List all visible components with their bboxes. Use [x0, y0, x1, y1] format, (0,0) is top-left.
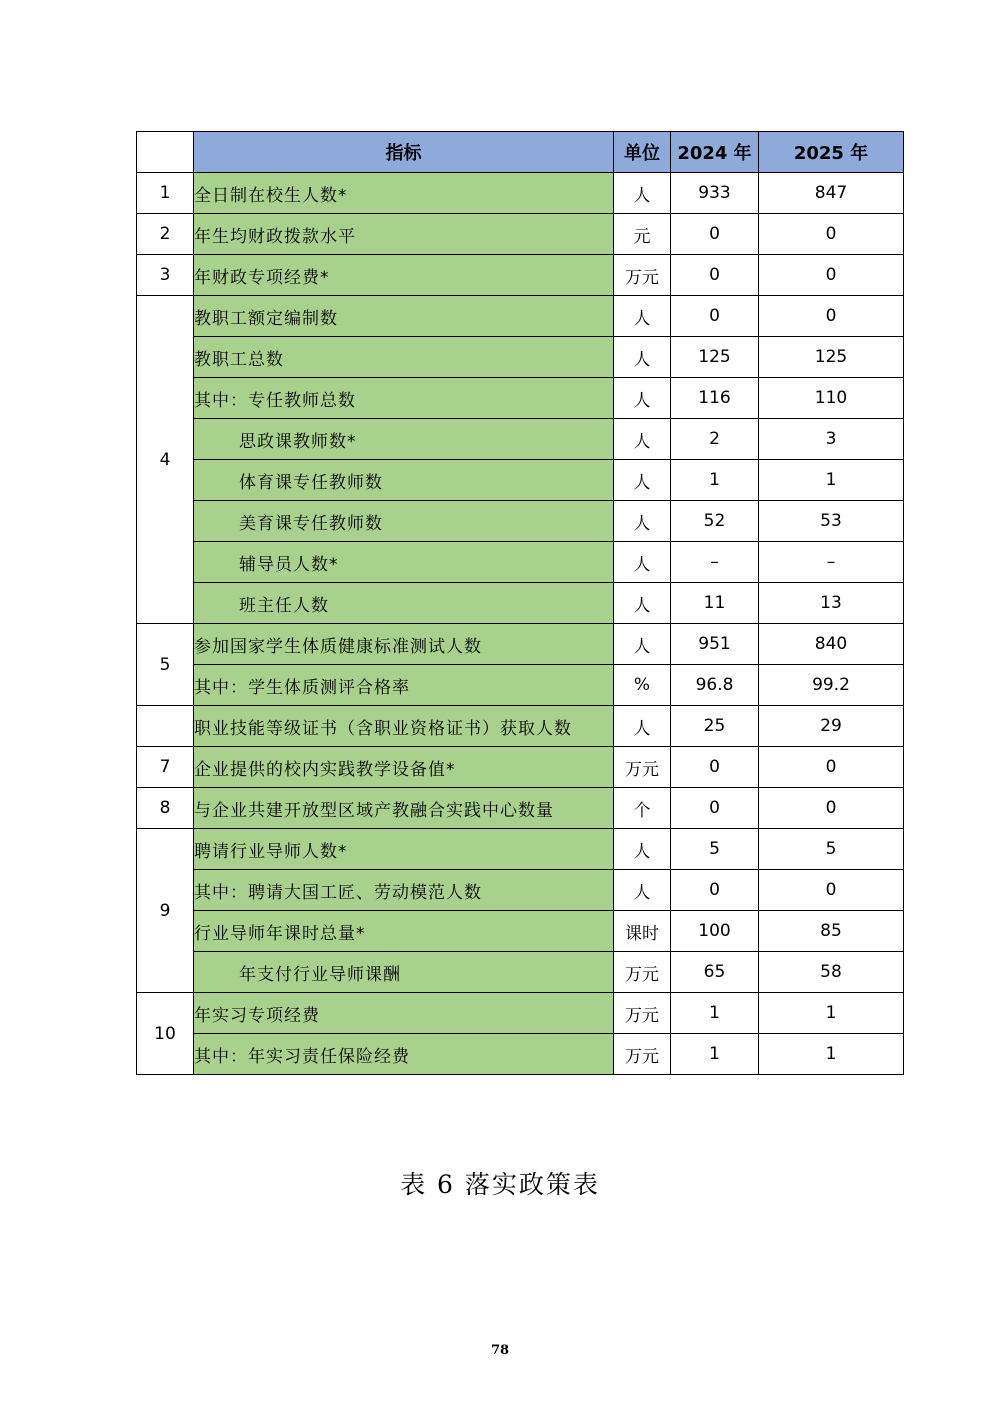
row-value-2025: 58 — [759, 952, 904, 993]
row-unit: 人 — [614, 296, 671, 337]
row-unit: 人 — [614, 501, 671, 542]
header-unit: 单位 — [614, 132, 671, 173]
header-indicator: 指标 — [194, 132, 614, 173]
row-unit: 人 — [614, 542, 671, 583]
table-row — [137, 378, 904, 419]
row-number: 4 — [137, 296, 194, 624]
row-unit: 人 — [614, 419, 671, 460]
table-row — [137, 665, 904, 706]
row-number: 7 — [137, 747, 194, 788]
row-value-2024: 5 — [671, 829, 759, 870]
row-value-2024: 1 — [671, 1034, 759, 1075]
row-number: 2 — [137, 214, 194, 255]
row-unit: 万元 — [614, 993, 671, 1034]
row-unit: 人 — [614, 337, 671, 378]
row-value-2024: 25 — [671, 706, 759, 747]
row-number: 5 — [137, 624, 194, 706]
row-unit: 人 — [614, 378, 671, 419]
row-value-2024: 100 — [671, 911, 759, 952]
row-indicator: 教职工额定编制数 — [194, 296, 614, 337]
row-unit: 人 — [614, 583, 671, 624]
table-row — [137, 542, 904, 583]
row-unit: 课时 — [614, 911, 671, 952]
table-row — [137, 993, 904, 1034]
row-unit: % — [614, 665, 671, 706]
row-unit: 人 — [614, 624, 671, 665]
row-indicator: 企业提供的校内实践教学设备值* — [194, 747, 614, 788]
row-value-2024: 0 — [671, 296, 759, 337]
row-indicator: 聘请行业导师人数* — [194, 829, 614, 870]
row-indicator: 与企业共建开放型区域产教融合实践中心数量 — [194, 788, 614, 829]
table-header-row — [137, 132, 904, 173]
table-row — [137, 624, 904, 665]
row-value-2025: 0 — [759, 870, 904, 911]
row-value-2025: 0 — [759, 296, 904, 337]
table-row — [137, 788, 904, 829]
row-unit: 人 — [614, 460, 671, 501]
row-indicator: 年生均财政拨款水平 — [194, 214, 614, 255]
table-row — [137, 747, 904, 788]
row-value-2025: 0 — [759, 788, 904, 829]
table-row — [137, 255, 904, 296]
row-indicator: 年支付行业导师课酬 — [194, 952, 614, 993]
row-unit: 元 — [614, 214, 671, 255]
row-value-2025: 125 — [759, 337, 904, 378]
row-indicator: 辅导员人数* — [194, 542, 614, 583]
table-row — [137, 173, 904, 214]
row-value-2024: 2 — [671, 419, 759, 460]
header-2025: 2025 年 — [759, 132, 904, 173]
table-caption: 表 6 落实政策表 — [400, 1170, 600, 1199]
row-unit: 人 — [614, 173, 671, 214]
row-value-2025: 85 — [759, 911, 904, 952]
row-value-2025: 0 — [759, 255, 904, 296]
row-number: 8 — [137, 788, 194, 829]
row-value-2024: 951 — [671, 624, 759, 665]
row-indicator: 其中：聘请大国工匠、劳动模范人数 — [194, 870, 614, 911]
row-value-2024: 0 — [671, 255, 759, 296]
row-value-2025: 1 — [759, 993, 904, 1034]
row-indicator: 美育课专任教师数 — [194, 501, 614, 542]
header-number-cell — [137, 132, 194, 173]
row-value-2024: 11 — [671, 583, 759, 624]
table-row — [137, 911, 904, 952]
row-indicator: 教职工总数 — [194, 337, 614, 378]
row-value-2024: 96.8 — [671, 665, 759, 706]
row-indicator: 其中：学生体质测评合格率 — [194, 665, 614, 706]
table-row — [137, 419, 904, 460]
row-value-2025: 3 — [759, 419, 904, 460]
row-number: 1 — [137, 173, 194, 214]
row-value-2025: 0 — [759, 214, 904, 255]
row-value-2025: 840 — [759, 624, 904, 665]
table-row — [137, 952, 904, 993]
row-value-2025: 53 — [759, 501, 904, 542]
row-unit: 万元 — [614, 1034, 671, 1075]
row-value-2024: 116 — [671, 378, 759, 419]
row-indicator: 其中：年实习责任保险经费 — [194, 1034, 614, 1075]
row-value-2025: 29 — [759, 706, 904, 747]
row-unit: 人 — [614, 870, 671, 911]
row-value-2024: 0 — [671, 870, 759, 911]
row-value-2025: 99.2 — [759, 665, 904, 706]
table-row — [137, 706, 904, 747]
table-row — [137, 214, 904, 255]
row-value-2024: 933 — [671, 173, 759, 214]
row-indicator: 体育课专任教师数 — [194, 460, 614, 501]
row-value-2025: 1 — [759, 1034, 904, 1075]
row-indicator: 参加国家学生体质健康标准测试人数 — [194, 624, 614, 665]
row-unit: 万元 — [614, 952, 671, 993]
row-number: 10 — [137, 993, 194, 1075]
table-row — [137, 829, 904, 870]
row-indicator: 全日制在校生人数* — [194, 173, 614, 214]
table-row — [137, 460, 904, 501]
row-indicator: 班主任人数 — [194, 583, 614, 624]
row-indicator: 职业技能等级证书（含职业资格证书）获取人数 — [194, 706, 614, 747]
row-indicator: 行业导师年课时总量* — [194, 911, 614, 952]
row-value-2024: 1 — [671, 460, 759, 501]
row-value-2024: 52 — [671, 501, 759, 542]
row-indicator: 年实习专项经费 — [194, 993, 614, 1034]
row-value-2025: 1 — [759, 460, 904, 501]
table-row — [137, 337, 904, 378]
row-indicator: 年财政专项经费* — [194, 255, 614, 296]
row-unit: 人 — [614, 706, 671, 747]
row-value-2024: 125 — [671, 337, 759, 378]
row-number: 9 — [137, 829, 194, 993]
row-value-2024: 65 — [671, 952, 759, 993]
row-value-2024: 0 — [671, 747, 759, 788]
row-value-2025: 110 — [759, 378, 904, 419]
row-number — [137, 706, 194, 747]
row-value-2025: 0 — [759, 747, 904, 788]
header-2024: 2024 年 — [671, 132, 759, 173]
row-indicator: 其中：专任教师总数 — [194, 378, 614, 419]
row-unit: 个 — [614, 788, 671, 829]
table-row — [137, 296, 904, 337]
table-row — [137, 501, 904, 542]
row-unit: 万元 — [614, 255, 671, 296]
row-value-2024: 0 — [671, 788, 759, 829]
table-row — [137, 1034, 904, 1075]
row-value-2025: 847 — [759, 173, 904, 214]
row-unit: 人 — [614, 829, 671, 870]
row-value-2024: 1 — [671, 993, 759, 1034]
indicator-table — [136, 131, 904, 1075]
table-row — [137, 583, 904, 624]
row-value-2025: 5 — [759, 829, 904, 870]
row-value-2025: – — [759, 542, 904, 583]
page-number: 78 — [490, 1343, 510, 1358]
row-value-2024: – — [671, 542, 759, 583]
row-indicator: 思政课教师数* — [194, 419, 614, 460]
row-number: 3 — [137, 255, 194, 296]
row-value-2025: 13 — [759, 583, 904, 624]
table-row — [137, 870, 904, 911]
row-unit: 万元 — [614, 747, 671, 788]
row-value-2024: 0 — [671, 214, 759, 255]
